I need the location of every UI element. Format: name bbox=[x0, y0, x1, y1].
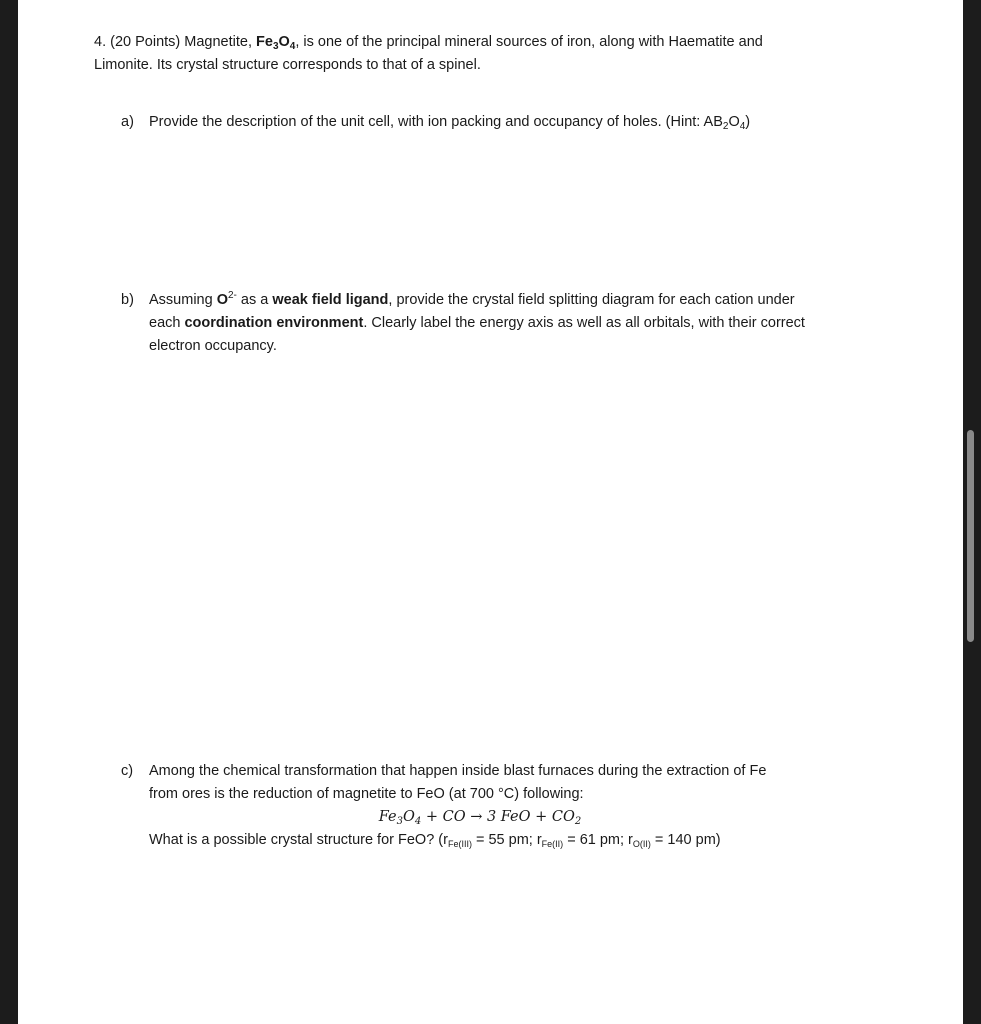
question-line-2: Limonite. Its crystal structure corresponds to that of a spinel. bbox=[94, 57, 481, 73]
part-c-marker: c) bbox=[121, 763, 134, 779]
question-points: (20 Points) bbox=[110, 34, 181, 50]
part-b-marker: b) bbox=[121, 292, 134, 308]
reduction-equation: $Fe_3O_4$ + CO → 3 FeO + $CO_2$ bbox=[378, 809, 582, 827]
question-intro: Magnetite, bbox=[184, 34, 252, 50]
part-a-text: Provide the description of the unit cell, with ion packing and occupancy of holes. (Hint: $AB_2O_4$) bbox=[149, 114, 751, 132]
question-4 bbox=[94, 31, 874, 77]
question-rest-line-1: , is one of the principal mineral sources of iron, along with Haematite and bbox=[295, 34, 763, 50]
question-line-1 bbox=[94, 31, 874, 54]
oxide-ion: O bbox=[216, 292, 228, 308]
scrollbar-thumb[interactable] bbox=[967, 430, 974, 642]
part-c-line-1: Among the chemical transformation that happen inside blast furnaces during the extraction of Fe bbox=[149, 763, 767, 779]
magnetite-formula: $Fe_3O_4$ bbox=[256, 34, 296, 52]
part-c-question: What is a possible crystal structure for FeO? ($r_{Fe(III)} = 55$ pm; $r_{Fe(II)} = 61$ pm; $r_{O(II)} = 140$ pm) bbox=[149, 832, 721, 849]
vertical-scrollbar[interactable] bbox=[963, 0, 981, 1024]
part-c bbox=[121, 760, 891, 852]
part-b bbox=[121, 289, 891, 358]
part-a bbox=[121, 111, 891, 134]
coordination-environment: coordination environment bbox=[184, 315, 364, 331]
document-page bbox=[18, 0, 963, 1024]
weak-field-ligand: weak field ligand bbox=[272, 292, 389, 308]
part-b-text: Assuming $O^{2-}$ as a weak field ligand, provide the crystal field splitting diagram for each cation under each coordination environment. Clearly label the energy axis as well as all orbitals, with their correct electron occupancy. bbox=[149, 290, 805, 354]
question-number: 4. bbox=[94, 34, 107, 50]
part-a-marker: a) bbox=[121, 114, 134, 130]
part-c-line-2: from ores is the reduction of magnetite to FeO (at 700 °C) following: bbox=[149, 786, 584, 802]
part-c-text bbox=[149, 760, 891, 852]
